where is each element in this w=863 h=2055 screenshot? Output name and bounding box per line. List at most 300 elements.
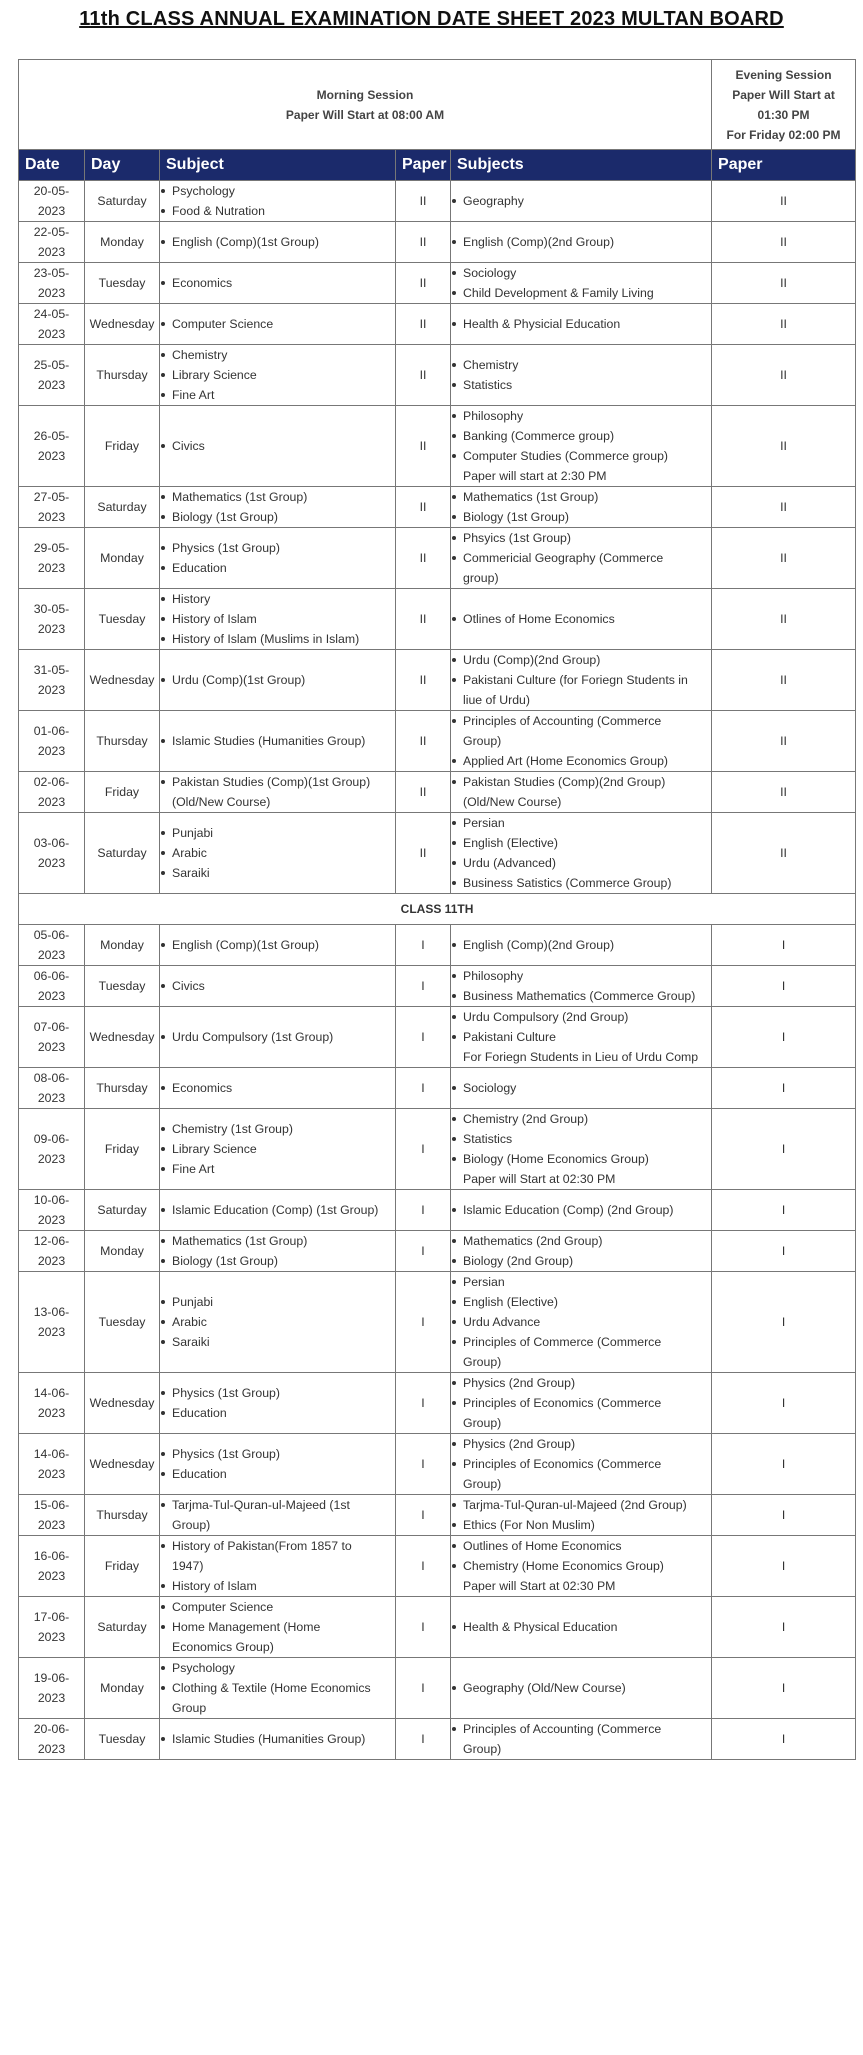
date-day-month: 13-06-	[33, 1305, 70, 1319]
subject-item: Pakistani Culture	[451, 1027, 711, 1047]
subject-item: History	[160, 589, 395, 609]
table-row	[19, 345, 856, 406]
evening-paper-cell: II	[712, 487, 856, 528]
date-year: 2023	[37, 510, 66, 524]
subject-item: Food & Nutration	[160, 201, 395, 221]
day-cell: Monday	[85, 1658, 160, 1719]
subject-item: History of Islam (Muslims in Islam)	[160, 629, 395, 649]
day-cell: Friday	[85, 406, 160, 487]
date-day-month: 30-05-	[33, 602, 70, 616]
subject-item: Biology (1st Group)	[160, 1251, 395, 1271]
evening-subject-cell	[451, 1231, 712, 1272]
subject-list	[451, 528, 711, 588]
morning-paper-cell: I	[396, 1373, 451, 1434]
evening-paper-cell: II	[712, 406, 856, 487]
evening-paper-cell: II	[712, 772, 856, 813]
subject-item: Chemistry	[451, 355, 711, 375]
subject-item: English (Elective)	[451, 1292, 711, 1312]
table-row	[19, 589, 856, 650]
evening-paper-cell: I	[712, 1373, 856, 1434]
table-row	[19, 1068, 856, 1109]
date-cell	[19, 1109, 85, 1190]
evening-paper-cell: II	[712, 711, 856, 772]
evening-subject-cell	[451, 1272, 712, 1373]
subject-item: English (Comp)(2nd Group)	[451, 232, 711, 252]
subject-item: Fine Art	[160, 385, 395, 405]
morning-subject-cell	[160, 966, 396, 1007]
morning-subject-cell	[160, 406, 396, 487]
subject-item: Business Mathematics (Commerce Group)	[451, 986, 711, 1006]
subject-continuation: (Old/New Course)	[172, 795, 271, 809]
morning-paper-cell: II	[396, 304, 451, 345]
evening-paper-cell: I	[712, 1231, 856, 1272]
morning-paper-cell: II	[396, 345, 451, 406]
evening-session-friday: For Friday 02:00 PM	[726, 127, 841, 142]
subject-item: Principles of Economics (Commerce	[451, 1454, 711, 1474]
subject-item: English (Elective)	[451, 833, 711, 853]
subject-list	[160, 436, 395, 456]
evening-subject-cell	[451, 222, 712, 263]
day-cell: Wednesday	[85, 1434, 160, 1495]
subject-continuation: For Foriegn Students in Lieu of Urdu Comp	[463, 1050, 699, 1064]
evening-paper-cell: I	[712, 1719, 856, 1760]
morning-subject-cell	[160, 263, 396, 304]
subject-list	[451, 1719, 711, 1759]
subject-list	[451, 772, 711, 812]
subject-item: Business Satistics (Commerce Group)	[451, 873, 711, 893]
morning-subject-cell	[160, 1068, 396, 1109]
subject-item: Mathematics (1st Group)	[160, 1231, 395, 1251]
morning-subject-cell	[160, 1272, 396, 1373]
subject-continuation: Economics Group)	[172, 1640, 274, 1654]
subject-item: History of Pakistan(From 1857 to	[160, 1536, 395, 1556]
subject-item: Banking (Commerce group)	[451, 426, 711, 446]
subject-item: Clothing & Textile (Home Economics	[160, 1678, 395, 1698]
day-cell: Saturday	[85, 813, 160, 894]
date-cell	[19, 1719, 85, 1760]
morning-subject-cell	[160, 222, 396, 263]
evening-paper-cell: II	[712, 528, 856, 589]
subject-list	[451, 1678, 711, 1698]
subject-item: Economics	[160, 1078, 395, 1098]
date-cell	[19, 966, 85, 1007]
table-row	[19, 1231, 856, 1272]
table-row	[19, 1597, 856, 1658]
morning-subject-cell	[160, 1373, 396, 1434]
date-cell	[19, 1007, 85, 1068]
subject-item: Arabic	[160, 843, 395, 863]
date-day-month: 26-05-	[33, 429, 70, 443]
subject-list	[451, 609, 711, 629]
date-day-month: 02-06-	[33, 775, 70, 789]
date-year: 2023	[37, 561, 66, 575]
subject-item: Statistics	[451, 375, 711, 395]
evening-subject-cell	[451, 813, 712, 894]
evening-paper-cell: I	[712, 1109, 856, 1190]
subject-item: Computer Studies (Commerce group)	[451, 446, 711, 466]
subject-continuation: (Old/New Course)	[463, 795, 562, 809]
date-year: 2023	[37, 795, 66, 809]
subject-item: Saraiki	[160, 863, 395, 883]
date-year: 2023	[37, 327, 66, 341]
date-cell	[19, 1536, 85, 1597]
date-day-month: 20-05-	[33, 184, 70, 198]
subject-list	[160, 273, 395, 293]
subject-list	[160, 1200, 395, 1220]
subject-continuation: 1947)	[172, 1559, 204, 1573]
subject-item: Geography (Old/New Course)	[451, 1678, 711, 1698]
subject-item: Child Development & Family Living	[451, 283, 711, 303]
subject-item: Education	[160, 558, 395, 578]
subject-item: Civics	[160, 436, 395, 456]
morning-subject-cell	[160, 345, 396, 406]
subject-list	[451, 1373, 711, 1433]
date-day-month: 09-06-	[33, 1132, 70, 1146]
evening-session-time: 01:30 PM	[757, 107, 810, 122]
date-year: 2023	[37, 1569, 66, 1583]
morning-subject-cell	[160, 1719, 396, 1760]
subject-list	[451, 711, 711, 771]
subject-item: Home Management (Home	[160, 1617, 395, 1637]
evening-paper-cell: I	[712, 1007, 856, 1068]
day-cell: Tuesday	[85, 589, 160, 650]
evening-paper-cell: II	[712, 222, 856, 263]
subject-item: Pakistan Studies (Comp)(1st Group)	[160, 772, 395, 792]
subject-item: Persian	[451, 1272, 711, 1292]
evening-paper-cell: I	[712, 1597, 856, 1658]
subject-item: Pakistan Studies (Comp)(2nd Group)	[451, 772, 711, 792]
subject-list	[451, 1231, 711, 1271]
morning-paper-cell: II	[396, 650, 451, 711]
session-row	[19, 60, 856, 150]
evening-paper-cell: II	[712, 181, 856, 222]
subject-item: Education	[160, 1464, 395, 1484]
evening-subject-cell	[451, 1373, 712, 1434]
subject-item: Physics (1st Group)	[160, 1383, 395, 1403]
subject-item: Chemistry (Home Economics Group)	[451, 1556, 711, 1576]
morning-paper-cell: I	[396, 1719, 451, 1760]
subject-list	[160, 772, 395, 812]
subject-continuation: Group)	[463, 1355, 502, 1369]
evening-paper-cell: I	[712, 1495, 856, 1536]
header-subject: Subject	[160, 150, 396, 181]
subject-list	[451, 650, 711, 710]
subject-list	[160, 1729, 395, 1749]
table-row	[19, 1536, 856, 1597]
morning-subject-cell	[160, 487, 396, 528]
morning-session-time: Paper Will Start at 08:00 AM	[285, 107, 445, 122]
table-row	[19, 966, 856, 1007]
day-cell: Tuesday	[85, 263, 160, 304]
subject-item: Mathematics (1st Group)	[451, 487, 711, 507]
subject-item: Psychology	[160, 181, 395, 201]
date-day-month: 20-06-	[33, 1722, 70, 1736]
table-row	[19, 813, 856, 894]
table-row	[19, 650, 856, 711]
evening-subject-cell	[451, 1658, 712, 1719]
morning-subject-cell	[160, 1658, 396, 1719]
subject-list	[160, 1658, 395, 1718]
subject-item: Chemistry (1st Group)	[160, 1119, 395, 1139]
evening-paper-cell: I	[712, 1434, 856, 1495]
subject-item: Economics	[160, 273, 395, 293]
evening-subject-cell	[451, 1190, 712, 1231]
subject-list	[160, 1383, 395, 1423]
subject-list	[160, 670, 395, 690]
evening-subject-cell	[451, 487, 712, 528]
date-year: 2023	[37, 449, 66, 463]
subject-item: Arabic	[160, 1312, 395, 1332]
date-year: 2023	[37, 948, 66, 962]
subject-item: Statistics	[451, 1129, 711, 1149]
subject-list	[451, 263, 711, 303]
date-cell	[19, 711, 85, 772]
date-day-month: 08-06-	[33, 1071, 70, 1085]
subject-list	[451, 191, 711, 211]
date-day-month: 05-06-	[33, 928, 70, 942]
day-cell: Saturday	[85, 487, 160, 528]
subject-list	[451, 406, 711, 486]
subject-list	[451, 314, 711, 334]
evening-paper-cell: II	[712, 813, 856, 894]
morning-subject-cell	[160, 711, 396, 772]
day-cell: Thursday	[85, 1068, 160, 1109]
evening-session-title: Evening Session	[735, 67, 832, 82]
day-cell: Monday	[85, 222, 160, 263]
morning-subject-cell	[160, 1434, 396, 1495]
subject-list	[160, 1495, 395, 1535]
date-day-month: 14-06-	[33, 1447, 70, 1461]
section-label: CLASS 11TH	[19, 894, 856, 925]
evening-subject-cell	[451, 181, 712, 222]
subject-item: Tarjma-Tul-Quran-ul-Majeed (1st	[160, 1495, 395, 1515]
evening-paper-cell: I	[712, 1272, 856, 1373]
table-row	[19, 711, 856, 772]
subject-list	[160, 345, 395, 405]
morning-subject-cell	[160, 772, 396, 813]
evening-paper-cell: I	[712, 1658, 856, 1719]
subject-item: Geography	[451, 191, 711, 211]
morning-paper-cell: I	[396, 1068, 451, 1109]
header-row	[19, 150, 856, 181]
date-day-month: 23-05-	[33, 266, 70, 280]
subject-item: Mathematics (1st Group)	[160, 487, 395, 507]
subject-list	[451, 232, 711, 252]
subject-continuation: Paper will Start at 02:30 PM	[463, 1172, 616, 1186]
subject-list	[160, 823, 395, 883]
morning-paper-cell: I	[396, 1658, 451, 1719]
subject-item: Health & Physical Education	[451, 1617, 711, 1637]
date-year: 2023	[37, 1040, 66, 1054]
subject-item: Psychology	[160, 1658, 395, 1678]
table-row	[19, 528, 856, 589]
day-cell: Saturday	[85, 1190, 160, 1231]
subject-list	[160, 232, 395, 252]
evening-subject-cell	[451, 1434, 712, 1495]
morning-subject-cell	[160, 1007, 396, 1068]
table-row	[19, 1272, 856, 1373]
table-body	[19, 60, 856, 1760]
subject-list	[160, 487, 395, 527]
subject-item: Otlines of Home Economics	[451, 609, 711, 629]
table-row	[19, 1109, 856, 1190]
morning-subject-cell	[160, 181, 396, 222]
evening-subject-cell	[451, 263, 712, 304]
table-row	[19, 1719, 856, 1760]
morning-subject-cell	[160, 650, 396, 711]
evening-paper-cell: II	[712, 304, 856, 345]
subject-item: Health & Physicial Education	[451, 314, 711, 334]
date-year: 2023	[37, 1467, 66, 1481]
date-cell	[19, 406, 85, 487]
date-year: 2023	[37, 989, 66, 1003]
table-row	[19, 1495, 856, 1536]
date-year: 2023	[37, 1742, 66, 1756]
date-cell	[19, 813, 85, 894]
subject-item: Islamic Studies (Humanities Group)	[160, 731, 395, 751]
subject-list	[160, 1597, 395, 1657]
subject-list	[160, 1536, 395, 1596]
date-cell	[19, 487, 85, 528]
table-row	[19, 181, 856, 222]
morning-paper-cell: I	[396, 1007, 451, 1068]
date-day-month: 07-06-	[33, 1020, 70, 1034]
header-day: Day	[85, 150, 160, 181]
subject-item: Sociology	[451, 263, 711, 283]
subject-item: Library Science	[160, 1139, 395, 1159]
subject-item: Biology (1st Group)	[160, 507, 395, 527]
table-row	[19, 1434, 856, 1495]
subject-item: Persian	[451, 813, 711, 833]
evening-paper-cell: I	[712, 925, 856, 966]
header-subjects: Subjects	[451, 150, 712, 181]
evening-subject-cell	[451, 345, 712, 406]
evening-subject-cell	[451, 772, 712, 813]
date-day-month: 31-05-	[33, 663, 70, 677]
morning-subject-cell	[160, 528, 396, 589]
date-cell	[19, 345, 85, 406]
date-day-month: 12-06-	[33, 1234, 70, 1248]
subject-list	[451, 966, 711, 1006]
date-year: 2023	[37, 683, 66, 697]
subject-list	[160, 1119, 395, 1179]
date-sheet-table	[18, 59, 856, 1760]
evening-paper-cell: II	[712, 650, 856, 711]
date-sheet-page	[0, 6, 863, 1756]
date-year: 2023	[37, 1691, 66, 1705]
subject-list	[160, 1231, 395, 1271]
subject-item: Physics (2nd Group)	[451, 1373, 711, 1393]
date-cell	[19, 222, 85, 263]
subject-item: History of Islam	[160, 609, 395, 629]
evening-paper-cell: II	[712, 345, 856, 406]
subject-list	[451, 1434, 711, 1494]
date-year: 2023	[37, 245, 66, 259]
morning-paper-cell: II	[396, 263, 451, 304]
subject-item: Urdu Compulsory (2nd Group)	[451, 1007, 711, 1027]
subject-list	[451, 1078, 711, 1098]
date-day-month: 22-05-	[33, 225, 70, 239]
evening-session-start: Paper Will Start at	[732, 87, 835, 102]
subject-item: Chemistry (2nd Group)	[451, 1109, 711, 1129]
date-day-month: 10-06-	[33, 1193, 70, 1207]
date-cell	[19, 1434, 85, 1495]
table-row	[19, 263, 856, 304]
subject-item: Principles of Accounting (Commerce	[451, 711, 711, 731]
subject-continuation: group)	[463, 571, 499, 585]
morning-subject-cell	[160, 813, 396, 894]
date-year: 2023	[37, 378, 66, 392]
subject-item: Biology (1st Group)	[451, 507, 711, 527]
morning-subject-cell	[160, 589, 396, 650]
subject-item: Tarjma-Tul-Quran-ul-Majeed (2nd Group)	[451, 1495, 711, 1515]
date-day-month: 19-06-	[33, 1671, 70, 1685]
day-cell: Monday	[85, 528, 160, 589]
evening-paper-cell: I	[712, 1536, 856, 1597]
subject-item: Computer Science	[160, 314, 395, 334]
subject-list	[451, 935, 711, 955]
subject-list	[160, 1027, 395, 1047]
evening-subject-cell	[451, 1068, 712, 1109]
subject-item: Principles of Accounting (Commerce	[451, 1719, 711, 1739]
subject-continuation: Group)	[172, 1518, 211, 1532]
date-day-month: 01-06-	[33, 724, 70, 738]
day-cell: Thursday	[85, 345, 160, 406]
subject-list	[451, 1495, 711, 1535]
subject-item: Urdu Advance	[451, 1312, 711, 1332]
table-row	[19, 406, 856, 487]
subject-item: Islamic Education (Comp) (2nd Group)	[451, 1200, 711, 1220]
evening-paper-cell: I	[712, 966, 856, 1007]
date-cell	[19, 1373, 85, 1434]
subject-list	[451, 355, 711, 395]
date-cell	[19, 589, 85, 650]
subject-continuation: Group)	[463, 1477, 502, 1491]
subject-list	[160, 935, 395, 955]
evening-paper-cell: II	[712, 263, 856, 304]
date-day-month: 14-06-	[33, 1386, 70, 1400]
table-row	[19, 772, 856, 813]
subject-item: Pakistani Culture (for Foriegn Students in	[451, 670, 711, 690]
subject-continuation: liue of Urdu)	[463, 693, 530, 707]
header-date: Date	[19, 150, 85, 181]
day-cell: Thursday	[85, 1495, 160, 1536]
date-day-month: 06-06-	[33, 969, 70, 983]
subject-item: Urdu (Advanced)	[451, 853, 711, 873]
evening-subject-cell	[451, 1109, 712, 1190]
subject-list	[451, 487, 711, 527]
date-cell	[19, 1231, 85, 1272]
section-row	[19, 894, 856, 925]
subject-item: Sociology	[451, 1078, 711, 1098]
day-cell: Wednesday	[85, 1373, 160, 1434]
day-cell: Wednesday	[85, 1007, 160, 1068]
date-cell	[19, 1068, 85, 1109]
date-year: 2023	[37, 1406, 66, 1420]
date-cell	[19, 1272, 85, 1373]
subject-list	[451, 813, 711, 893]
day-cell: Wednesday	[85, 650, 160, 711]
date-cell	[19, 772, 85, 813]
evening-paper-cell: II	[712, 589, 856, 650]
evening-subject-cell	[451, 711, 712, 772]
day-cell: Saturday	[85, 181, 160, 222]
table-row	[19, 304, 856, 345]
subject-list	[160, 181, 395, 221]
subject-item: Islamic Studies (Humanities Group)	[160, 1729, 395, 1749]
subject-item: Fine Art	[160, 1159, 395, 1179]
day-cell: Friday	[85, 772, 160, 813]
